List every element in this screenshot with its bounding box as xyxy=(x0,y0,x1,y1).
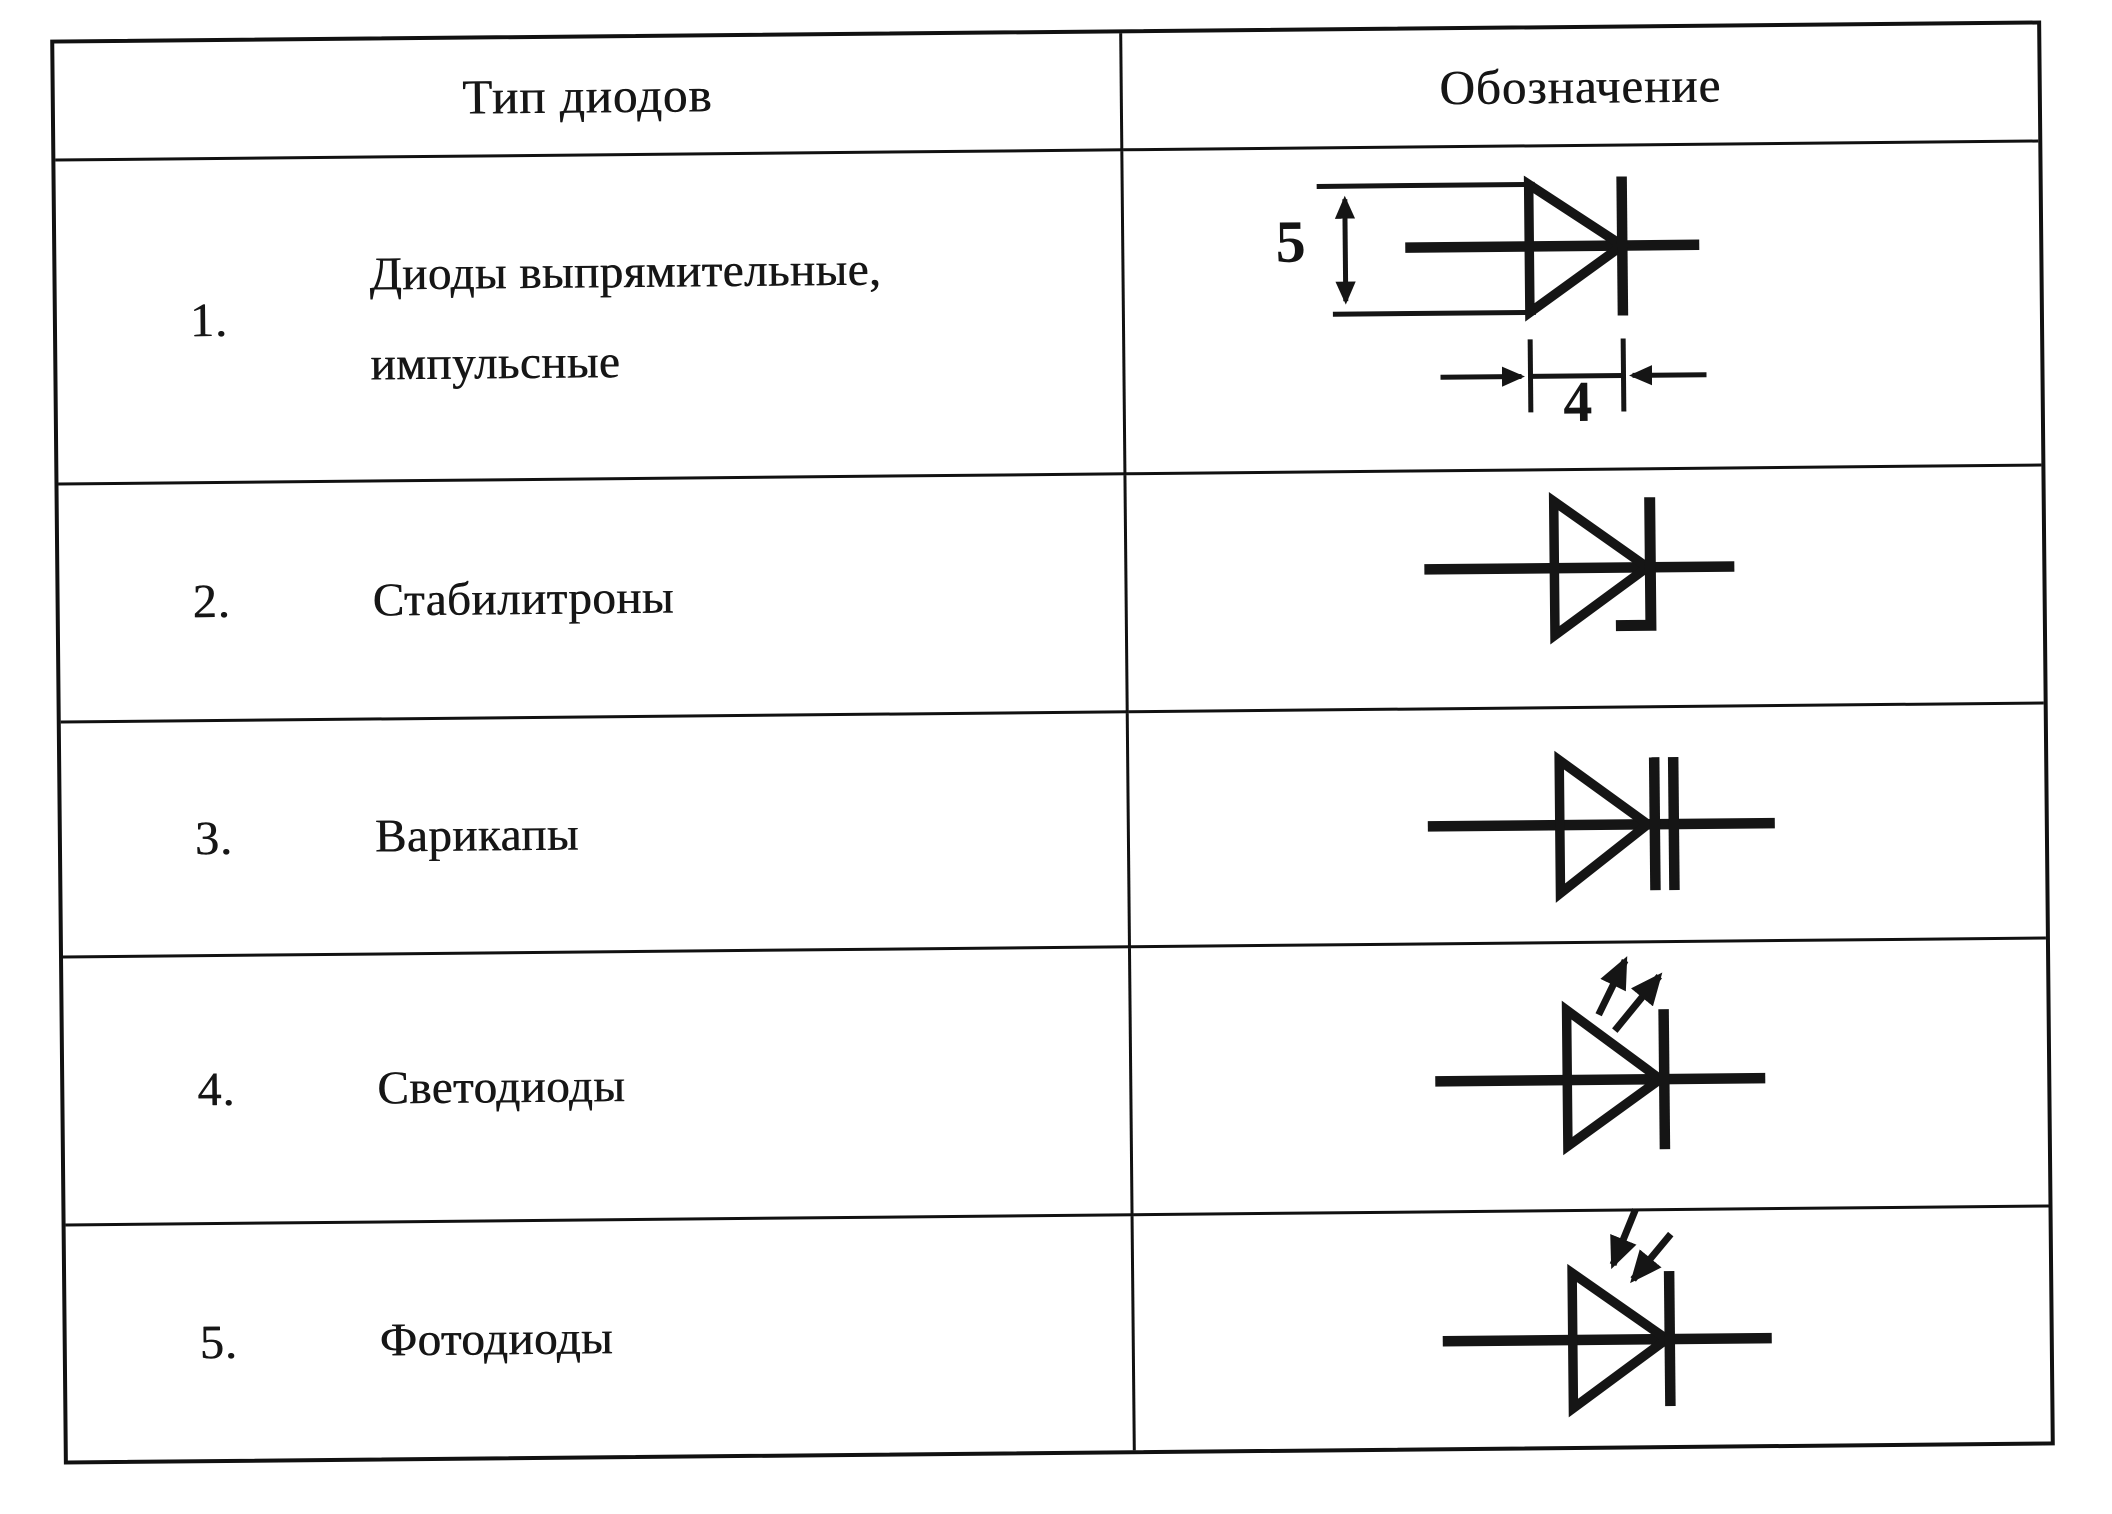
varicap-diode-symbol xyxy=(1417,746,1778,904)
table-row-2-type xyxy=(58,475,1128,723)
row-label: Диоды выпрямительные, импульсные xyxy=(369,243,882,391)
row-number: 4. xyxy=(197,1062,236,1117)
column-title-symbol: Обозначение xyxy=(1439,57,1722,116)
table-row-3-type xyxy=(61,713,1131,958)
table-row-5-type xyxy=(66,1216,1136,1460)
photodiode-symbol xyxy=(1423,1203,1775,1421)
table-row-2-symbol xyxy=(1126,466,2043,713)
dimension-height-label: 5 xyxy=(1275,208,1307,275)
photodiode-drawing-icon xyxy=(1423,1203,1775,1421)
zener-diode-drawing-icon xyxy=(1416,486,1748,649)
table-row-1-type xyxy=(55,151,1126,485)
header-cell-symbol xyxy=(1122,25,2038,152)
row-label: Стабилитроны xyxy=(372,571,675,627)
row-number: 2. xyxy=(192,574,231,629)
row-label: Варикапы xyxy=(374,808,580,863)
table-row-1-symbol xyxy=(1123,143,2041,476)
table-row-3-symbol xyxy=(1129,704,2046,948)
varicap-drawing-icon xyxy=(1417,746,1778,904)
row-number: 5. xyxy=(199,1315,238,1369)
row-number: 1. xyxy=(189,293,229,348)
table-row-4-symbol xyxy=(1131,939,2049,1216)
table-row-5-symbol xyxy=(1134,1207,2051,1450)
header-cell-diode-type xyxy=(54,33,1123,161)
row-label: Светодиоды xyxy=(377,1059,626,1114)
table-row-4-type xyxy=(63,948,1134,1226)
rectifier-pulse-diode-symbol xyxy=(1275,158,1724,447)
diode-types-table xyxy=(50,20,2055,1464)
zener-diode-symbol xyxy=(1416,486,1748,649)
row-number: 3. xyxy=(194,811,234,865)
column-title-diode-type: Тип диодов xyxy=(461,67,713,125)
led-symbol xyxy=(1420,946,1772,1161)
row-label: Фотодиоды xyxy=(379,1312,614,1367)
led-drawing-icon xyxy=(1420,946,1772,1161)
dimension-width-label: 4 xyxy=(1562,368,1593,435)
rectifier-diode-drawing-icon xyxy=(1281,158,1724,447)
